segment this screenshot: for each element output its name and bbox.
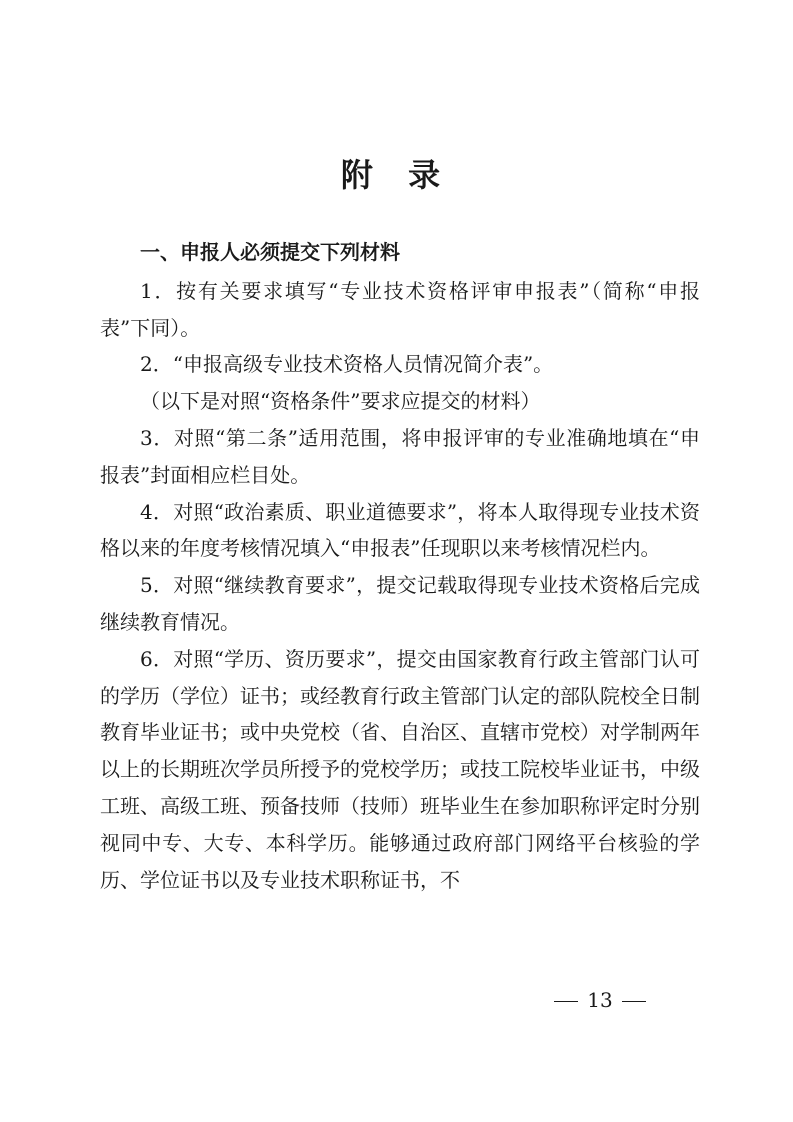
paragraph-item-3: 3．对照“第二条”适用范围，将申报评审的专业准确地填在“申报表”封面相应栏目处。 [100,425,700,487]
right-dash [622,1001,646,1003]
page-number-footer [520,988,680,1012]
paragraph-item-2: 2．“申报高级专业技术资格人员情况简介表”。 [140,352,554,377]
page-title: 附 录 [340,156,453,194]
page-number: 13 [587,988,613,1012]
paragraph-item-6: 6．对照“学历、资历要求”，提交由国家教育行政主管部门认可的学历（学位）证书；或经教育行政主管部门认定的部队院校全日制教育毕业证书；或中央党校（省、自治区、直辖市党校）对学制两年以上的长期班次学员所授予的党校学历；或技工院校毕业证书，中级工班、高级工班、预备技师（技师）班毕业生在参加职称评定时分别视同中专、大专、本科学历。能够通过政府部门网络平台核验的学历、学位证书以及专业技术职称证书，不 [100,646,700,892]
paragraph-item-1: 1．按有关要求填写“专业技术资格评审申报表”（简称“申报表”下同）。 [100,278,700,340]
left-dash [554,1001,578,1003]
section-heading: 一、申报人必须提交下列材料 [140,240,400,264]
paragraph-note: （以下是对照“资格条件”要求应提交的材料） [140,389,541,414]
paragraph-item-5: 5．对照“继续教育要求”，提交记载取得现专业技术资格后完成继续教育情况。 [100,573,700,634]
document-body [100,234,700,898]
paragraph-item-4: 4．对照“政治素质、职业道德要求”，将本人取得现专业技术资格以来的年度考核情况填入“申报表”任现职以来考核情况栏内。 [100,499,700,561]
